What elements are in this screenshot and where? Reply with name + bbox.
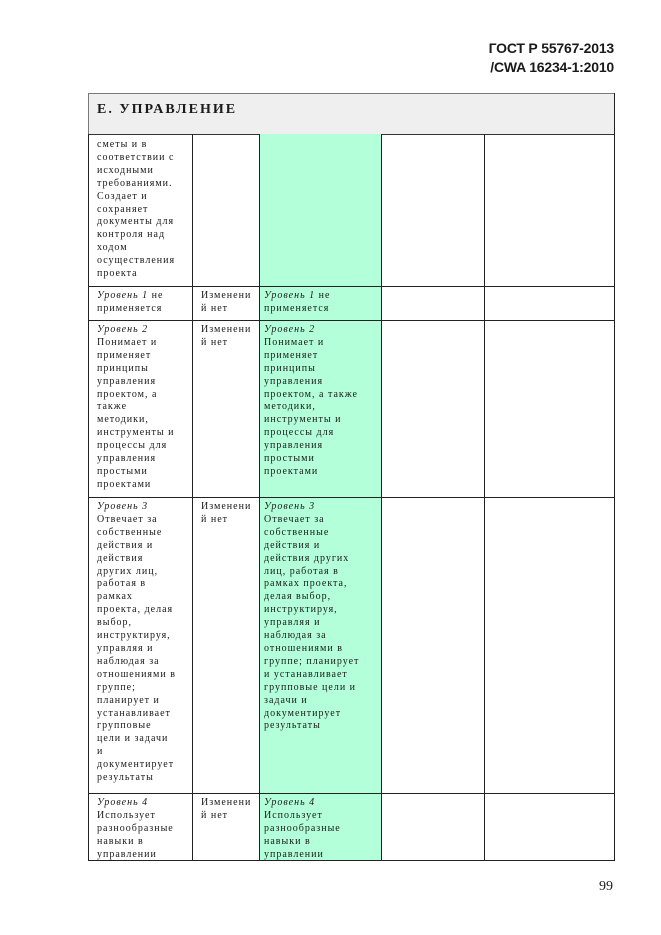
row-divider bbox=[88, 793, 615, 794]
level-label: Уровень 2 bbox=[97, 324, 149, 335]
table-border-right bbox=[614, 93, 615, 861]
table-cell: Уровень 1 не применяется bbox=[264, 290, 331, 314]
document-standard-header bbox=[489, 39, 614, 77]
standard-code-line1: ГОСТ Р 55767-2013 bbox=[488, 40, 614, 56]
standard-code-line2: /CWA 16234-1:2010 bbox=[490, 59, 614, 75]
level-label: Уровень 4 bbox=[97, 797, 149, 808]
table-cell: Изменени й нет bbox=[201, 501, 252, 525]
table-cell: сметы и в соответствии с исходными требованиями. Создает и сохраняет документы для контроля над ходом осуществления проекта bbox=[97, 139, 176, 280]
level-label: Уровень 2 bbox=[264, 324, 316, 335]
row-divider bbox=[88, 497, 615, 498]
level-label: Уровень 3 bbox=[264, 501, 316, 512]
level-label: Уровень 1 bbox=[264, 290, 316, 301]
table-cell: Изменени й нет bbox=[201, 290, 252, 314]
row-divider bbox=[88, 286, 615, 287]
table-cell: Уровень 4 Использует разнообразные навыки в управлении bbox=[97, 797, 174, 860]
level-label: Уровень 1 bbox=[97, 290, 149, 301]
table-cell: Уровень 3 Отвечает за собственные действия и действия других лиц, работая в рамках проекта, делая выбор, инструктируя, управляя и наблюдая за отношениями в группе; планирует и устанавливает групповые цели и задачи и документирует результаты bbox=[97, 501, 176, 784]
competence-table bbox=[88, 93, 615, 861]
level-label: Уровень 3 bbox=[97, 501, 149, 512]
page-number: 99 bbox=[599, 879, 613, 894]
table-cell: Уровень 4 Использует разнообразные навыки в управлении bbox=[264, 797, 341, 860]
table-cell: Изменени й нет bbox=[201, 797, 252, 821]
table-cell: Уровень 1 не применяется bbox=[97, 290, 164, 314]
table-cell: Уровень 2 Понимает и применяет принципы управления проектом, а также методики, инструменты и процессы для управления простыми проектами bbox=[97, 324, 175, 490]
section-header bbox=[88, 93, 615, 135]
row-divider bbox=[88, 320, 615, 321]
table-cell: Уровень 2 Понимает и применяет принципы управления проектом, а также методики, инструменты и процессы для управления простыми проектами bbox=[264, 324, 358, 477]
table-cell: Изменени й нет bbox=[201, 324, 252, 348]
level-label: Уровень 4 bbox=[264, 797, 316, 808]
table-cell: Уровень 3 Отвечает за собственные действия и действия других лиц, работая в рамках проекта, делая выбор, инструктируя, управляя и наблюдая за отношениями в группе; планирует и устанавливает групповые цели и задачи и документирует результаты bbox=[264, 501, 360, 732]
section-title: Е. УПРАВЛЕНИЕ bbox=[97, 102, 238, 117]
